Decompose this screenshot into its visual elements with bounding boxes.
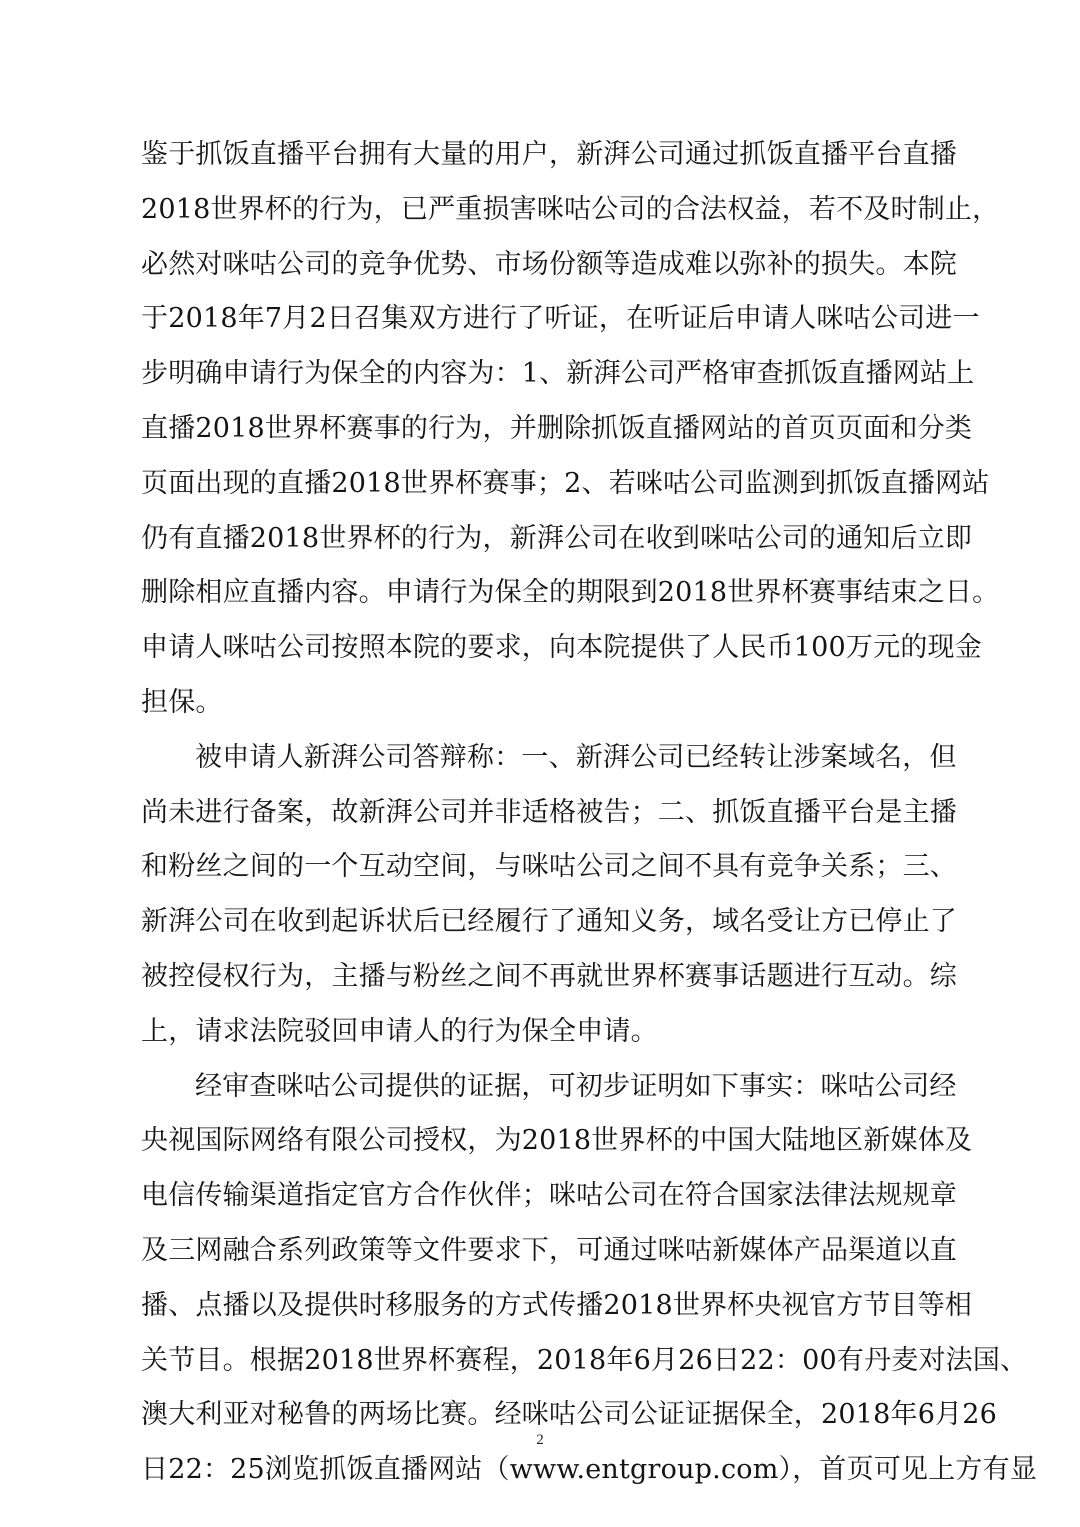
- text-line: 及三网融合系列政策等文件要求下，可通过咪咕新媒体产品渠道以直: [141, 1234, 957, 1266]
- text-line: 申请人咪咕公司按照本院的要求，向本院提供了人民币100万元的现金: [141, 632, 982, 664]
- text-line: 澳大利亚对秘鲁的两场比赛。经咪咕公司公证证据保全，2018年6月26: [141, 1399, 998, 1431]
- paragraph: [141, 128, 1000, 731]
- text-line: 日22：25浏览抓饭直播网站（www.entgroup.com），首页可见上方有显: [141, 1454, 1038, 1486]
- text-line: 步明确申请行为保全的内容为：1、新湃公司严格审查抓饭直播网站上: [141, 358, 975, 390]
- text-line: 经审查咪咕公司提供的证据，可初步证明如下事实：咪咕公司经: [195, 1070, 957, 1102]
- text-line: 页面出现的直播2018世界杯赛事；2、若咪咕公司监测到抓饭直播网站: [141, 467, 990, 499]
- text-line: 央视国际网络有限公司授权，为2018世界杯的中国大陆地区新媒体及: [141, 1125, 973, 1157]
- text-line: 被申请人新湃公司答辩称：一、新湃公司已经转让涉案域名，但: [195, 741, 957, 773]
- text-line: 2018世界杯的行为，已严重损害咪咕公司的合法权益，若不及时制止，: [141, 193, 1000, 225]
- text-line: 电信传输渠道指定官方合作伙伴；咪咕公司在符合国家法律法规规章: [141, 1180, 957, 1212]
- text-line: 被控侵权行为，主播与粉丝之间不再就世界杯赛事话题进行互动。综: [141, 960, 957, 992]
- page-number: 2: [536, 1432, 544, 1448]
- text-line: 直播2018世界杯赛事的行为，并删除抓饭直播网站的首页页面和分类: [141, 412, 973, 444]
- text-line: 删除相应直播内容。申请行为保全的期限到2018世界杯赛事结束之日。: [141, 577, 1000, 609]
- text-line: 上，请求法院驳回申请人的行为保全申请。: [141, 1015, 658, 1047]
- text-line: 关节目。根据2018世界杯赛程，2018年6月26日22：00有丹麦对法国、: [141, 1344, 1028, 1376]
- text-line: 鉴于抓饭直播平台拥有大量的用户，新湃公司通过抓饭直播平台直播: [141, 139, 957, 170]
- text-line: 新湃公司在收到起诉状后已经履行了通知义务，域名受让方已停止了: [141, 906, 957, 938]
- text-line: 必然对咪咕公司的竞争优势、市场份额等造成难以弥补的损失。本院: [141, 248, 957, 280]
- text-line: 尚未进行备案，故新湃公司并非适格被告；二、抓饭直播平台是主播: [141, 796, 957, 828]
- text-line: 播、点播以及提供时移服务的方式传播2018世界杯央视官方节目等相: [141, 1289, 973, 1321]
- text-line: 和粉丝之间的一个互动空间，与咪咕公司之间不具有竞争关系；三、: [141, 851, 957, 883]
- text-line: 担保。: [141, 686, 223, 718]
- document-body: [141, 128, 1038, 1498]
- text-line: 于2018年7月2日召集双方进行了听证，在听证后申请人咪咕公司进一: [141, 303, 980, 335]
- text-line: 仍有直播2018世界杯的行为，新湃公司在收到咪咕公司的通知后立即: [141, 522, 973, 554]
- paragraph: [141, 731, 957, 1060]
